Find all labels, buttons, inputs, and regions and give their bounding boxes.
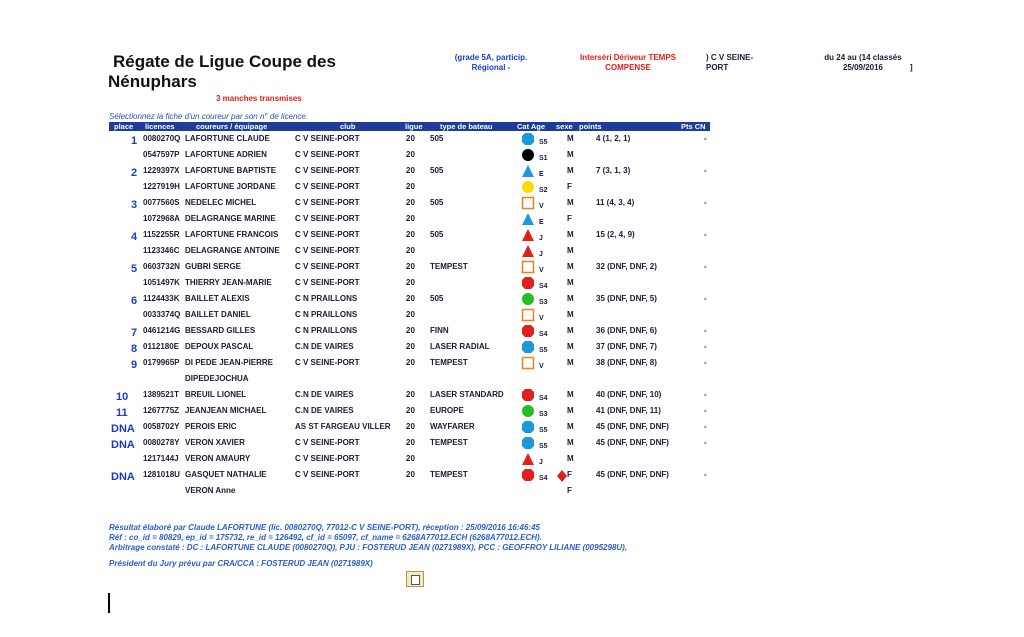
category-circle-icon xyxy=(521,292,535,306)
place-cell: 8 xyxy=(131,343,138,355)
boat-type-cell: 505 xyxy=(430,198,444,207)
ligue-cell: 20 xyxy=(406,166,415,175)
table-row xyxy=(0,340,1024,356)
competitor-name: JEANJEAN MICHAEL xyxy=(185,406,267,415)
sex-cell: M xyxy=(567,134,574,143)
category-square-icon xyxy=(521,196,535,210)
col-pts-cn: Pts CN xyxy=(681,122,706,131)
points-cell: 37 (DNF, DNF, 7) xyxy=(596,342,657,351)
points-cell: 45 (DNF, DNF, DNF) xyxy=(596,422,669,431)
competitor-name: BREUIL LIONEL xyxy=(185,390,247,399)
boat-type-cell: LASER STANDARD xyxy=(430,390,504,399)
licence-link[interactable]: 1051497K xyxy=(143,278,180,287)
table-row xyxy=(0,436,1024,452)
sex-cell: M xyxy=(567,438,574,447)
boat-type-cell: 505 xyxy=(430,294,444,303)
category-circle-icon xyxy=(521,148,535,162)
points-cell: 4 (1, 2, 1) xyxy=(596,134,631,143)
competitor-name: LAFORTUNE FRANCOIS xyxy=(185,230,279,239)
category-hex-icon xyxy=(521,388,535,402)
place-cell: 7 xyxy=(131,327,138,339)
col-ligue: ligue xyxy=(405,122,423,131)
boat-type-cell: TEMPEST xyxy=(430,470,468,479)
category-circle-icon xyxy=(521,180,535,194)
place-cell: DNA xyxy=(111,423,135,435)
club-cell: C N PRAILLONS xyxy=(295,294,358,303)
category-hex-icon xyxy=(521,324,535,338)
licence-link[interactable]: 0058702Y xyxy=(143,422,180,431)
competitor-name: GUBRI SERGE xyxy=(185,262,242,271)
category-label: S5 xyxy=(539,139,548,146)
ligue-cell: 20 xyxy=(406,342,415,351)
category-label: S3 xyxy=(539,411,548,418)
table-row xyxy=(0,324,1024,340)
sex-cell: M xyxy=(567,422,574,431)
col-sexe: sexe xyxy=(556,122,573,131)
sex-cell: M xyxy=(567,150,574,159)
ligue-cell: 20 xyxy=(406,406,415,415)
pts-cn-cell: - xyxy=(704,294,707,303)
category-label: V xyxy=(539,267,544,274)
competitor-name: DELAGRANGE MARINE xyxy=(185,214,276,223)
licence-link[interactable]: 0080278Y xyxy=(143,438,180,447)
sex-cell: M xyxy=(567,278,574,287)
category-label: S3 xyxy=(539,299,548,306)
ligue-cell: 20 xyxy=(406,278,415,287)
pts-cn-cell: - xyxy=(704,422,707,431)
licence-link[interactable]: 1267775Z xyxy=(143,406,180,415)
points-cell: 35 (DNF, DNF, 5) xyxy=(596,294,657,303)
place-cell: 9 xyxy=(131,359,138,371)
licence-link[interactable]: 0080270Q xyxy=(143,134,181,143)
pts-cn-cell: - xyxy=(704,262,707,271)
red-diamond-icon xyxy=(557,470,567,482)
club-cell: C.N DE VAIRES xyxy=(295,406,354,415)
club-cell: C V SEINE-PORT xyxy=(295,470,360,479)
sex-cell: M xyxy=(567,262,574,271)
boat-type-cell: 505 xyxy=(430,134,444,143)
place-cell: 5 xyxy=(131,263,138,275)
ligue-cell: 20 xyxy=(406,182,415,191)
competitor-name: DI PEDE JEAN-PIERRE xyxy=(185,358,274,367)
col-type-bateau: type de bateau xyxy=(440,122,493,131)
points-cell: 41 (DNF, DNF, 11) xyxy=(596,406,661,415)
category-label: J xyxy=(539,251,543,258)
licence-link[interactable]: 0179965P xyxy=(143,358,180,367)
licence-link[interactable]: 0461214G xyxy=(143,326,181,335)
category-label: V xyxy=(539,203,544,210)
pts-cn-cell: - xyxy=(704,166,707,175)
ligue-cell: 20 xyxy=(406,422,415,431)
club-cell: C V SEINE-PORT xyxy=(295,198,360,207)
table-row xyxy=(0,356,1024,372)
type-text: Interséri Dériveur TEMPS COMPENSE xyxy=(579,53,677,72)
footer-line2: Réf : co_id = 80829, ep_id = 175732, re_id = 126492, cf_id = 65097, cf_name = 6268A77012.ECH (6268A77012.ECH). xyxy=(109,533,542,542)
text-cursor xyxy=(108,593,110,613)
club-cell: C V SEINE-PORT xyxy=(295,358,360,367)
points-cell: 36 (DNF, DNF, 6) xyxy=(596,326,657,335)
pts-cn-cell: - xyxy=(704,230,707,239)
licence-link[interactable]: 1229397X xyxy=(143,166,180,175)
category-label: J xyxy=(539,459,543,466)
place-cell: DNA xyxy=(111,471,135,483)
licence-link[interactable]: 1281018U xyxy=(143,470,180,479)
category-circle-icon xyxy=(521,404,535,418)
competitor-name: THIERRY JEAN-MARIE xyxy=(185,278,272,287)
category-hex-icon xyxy=(521,340,535,354)
col-cat-age: Cat Age xyxy=(517,122,546,131)
category-triangle-icon xyxy=(521,212,535,226)
table-row xyxy=(0,388,1024,404)
competitor-name: LAFORTUNE ADRIEN xyxy=(185,150,267,159)
category-label: S2 xyxy=(539,187,548,194)
ligue-cell: 20 xyxy=(406,230,415,239)
category-label: S5 xyxy=(539,443,548,450)
category-triangle-icon xyxy=(521,452,535,466)
sex-cell: F xyxy=(567,182,572,191)
category-square-icon xyxy=(521,308,535,322)
licence-link[interactable]: 0547597P xyxy=(143,150,180,159)
points-cell: 7 (3, 1, 3) xyxy=(596,166,631,175)
category-label: S4 xyxy=(539,331,548,338)
sex-cell: M xyxy=(567,390,574,399)
ligue-cell: 20 xyxy=(406,150,415,159)
club-cell: C N PRAILLONS xyxy=(295,310,358,319)
category-label: J xyxy=(539,235,543,242)
category-label: V xyxy=(539,363,544,370)
pts-cn-cell: - xyxy=(704,198,707,207)
boat-type-cell: TEMPEST xyxy=(430,358,468,367)
ligue-cell: 20 xyxy=(406,134,415,143)
footer-line1: Résultat élaboré par Claude LAFORTUNE (lic. 0080270Q, 77012-C V SEINE-PORT), réception : 25/09/2016 16:46:45 xyxy=(109,523,540,532)
competitor-name: VERON XAVIER xyxy=(185,438,245,447)
selection-hint: Sélectionnez la fiche d'un coureur par son n° de licence. xyxy=(109,112,309,121)
pts-cn-cell: - xyxy=(704,342,707,351)
category-label: S4 xyxy=(539,395,548,402)
club-cell: C V SEINE-PORT xyxy=(295,166,360,175)
col-club: club xyxy=(340,122,356,131)
club-cell: C V SEINE-PORT xyxy=(295,278,360,287)
licence-link[interactable]: 1124433K xyxy=(143,294,180,303)
ligue-cell: 20 xyxy=(406,470,415,479)
category-label: S4 xyxy=(539,283,548,290)
club-cell: C V SEINE-PORT xyxy=(295,214,360,223)
competitor-name: BESSARD GILLES xyxy=(185,326,256,335)
col-place: place xyxy=(114,122,134,131)
ligue-cell: 20 xyxy=(406,326,415,335)
licence-link[interactable]: 0033374Q xyxy=(143,310,181,319)
points-cell: 15 (2, 4, 9) xyxy=(596,230,635,239)
competitor-name: DEPOUX PASCAL xyxy=(185,342,254,351)
category-label: E xyxy=(539,219,544,226)
category-hex-icon xyxy=(521,276,535,290)
place-cell: DNA xyxy=(111,439,135,451)
col-points: points xyxy=(579,122,602,131)
table-row xyxy=(0,148,1024,164)
club-cell: AS ST FARGEAU VILLER xyxy=(295,422,391,431)
place-cell: 10 xyxy=(116,391,129,403)
club-cell: C.N DE VAIRES xyxy=(295,390,354,399)
ligue-cell: 20 xyxy=(406,214,415,223)
competitor-name: DIPEDEJOCHUA xyxy=(185,374,249,383)
ligue-cell: 20 xyxy=(406,198,415,207)
competitor-name: VERON AMAURY xyxy=(185,454,251,463)
category-square-icon xyxy=(521,260,535,274)
club-cell: C V SEINE-PORT xyxy=(295,454,360,463)
category-label: V xyxy=(539,315,544,322)
table-row xyxy=(0,228,1024,244)
points-cell: 40 (DNF, DNF, 10) xyxy=(596,390,662,399)
boat-type-cell: TEMPEST xyxy=(430,262,468,271)
club-cell: C V SEINE-PORT xyxy=(295,182,360,191)
pts-cn-cell: - xyxy=(704,406,707,415)
table-row xyxy=(0,244,1024,260)
sex-cell: F xyxy=(567,470,572,479)
competitor-name: LAFORTUNE BAPTISTE xyxy=(185,166,277,175)
points-cell: 38 (DNF, DNF, 8) xyxy=(596,358,657,367)
club-text: ) C V SEINE-PORT xyxy=(706,53,754,72)
results-header xyxy=(109,122,710,131)
licence-link[interactable]: 0112180E xyxy=(143,342,180,351)
category-triangle-icon xyxy=(521,228,535,242)
boat-type-cell: 505 xyxy=(430,230,444,239)
club-cell: C V SEINE-PORT xyxy=(295,150,360,159)
pts-cn-cell: - xyxy=(704,358,707,367)
licence-link[interactable]: 1217144J xyxy=(143,454,179,463)
place-cell: 1 xyxy=(131,135,138,147)
place-cell: 3 xyxy=(131,199,138,211)
ligue-cell: 20 xyxy=(406,246,415,255)
category-label: S4 xyxy=(539,475,548,482)
boat-type-cell: FINN xyxy=(430,326,449,335)
boat-type-cell: 505 xyxy=(430,166,444,175)
sex-cell: M xyxy=(567,310,574,319)
competitor-name: BAILLET ALEXIS xyxy=(185,294,250,303)
club-cell: C V SEINE-PORT xyxy=(295,438,360,447)
table-row xyxy=(0,164,1024,180)
ligue-cell: 20 xyxy=(406,438,415,447)
boat-type-cell: EUROPE xyxy=(430,406,464,415)
footer-line3: Arbitrage constaté : DC : LAFORTUNE CLAUDE (0080270Q), PJU : FOSTERUD JEAN (0271989X), PCC : GEOFFROY LILIANE (0095298U), xyxy=(109,543,628,552)
clipboard-icon[interactable] xyxy=(406,571,424,587)
competitor-name: BAILLET DANIEL xyxy=(185,310,251,319)
category-hex-icon xyxy=(521,132,535,146)
page-title: Régate de Ligue Coupe des xyxy=(113,52,336,71)
points-cell: 32 (DNF, DNF, 2) xyxy=(596,262,657,271)
ligue-cell: 20 xyxy=(406,454,415,463)
footer-line4: Président du Jury prévu par CRA/CCA : FOSTERUD JEAN (0271989X) xyxy=(109,559,373,568)
competitor-name: PEROIS ERIC xyxy=(185,422,237,431)
ligue-cell: 20 xyxy=(406,310,415,319)
boat-type-cell: WAYFARER xyxy=(430,422,475,431)
sex-cell: M xyxy=(567,326,574,335)
table-row xyxy=(0,308,1024,324)
table-row xyxy=(0,260,1024,276)
category-label: E xyxy=(539,171,544,178)
licence-link[interactable]: 0077560S xyxy=(143,198,180,207)
points-cell: 45 (DNF, DNF, DNF) xyxy=(596,470,669,479)
licence-link[interactable]: 1227919H xyxy=(143,182,180,191)
table-row xyxy=(0,212,1024,228)
competitor-name: DELAGRANGE ANTOINE xyxy=(185,246,280,255)
boat-type-cell: LASER RADIAL xyxy=(430,342,490,351)
table-row xyxy=(0,372,1024,388)
competitor-name: GASQUET NATHALIE xyxy=(185,470,267,479)
club-cell: C V SEINE-PORT xyxy=(295,134,360,143)
pts-cn-cell: - xyxy=(704,438,707,447)
sex-cell: M xyxy=(567,246,574,255)
competitor-name: LAFORTUNE JORDANE xyxy=(185,182,276,191)
table-row xyxy=(0,292,1024,308)
sex-cell: M xyxy=(567,198,574,207)
table-row xyxy=(0,452,1024,468)
licence-link[interactable]: 1389521T xyxy=(143,390,180,399)
points-cell: 45 (DNF, DNF, DNF) xyxy=(596,438,669,447)
pts-cn-cell: - xyxy=(704,326,707,335)
ligue-cell: 20 xyxy=(406,262,415,271)
category-label: S5 xyxy=(539,347,548,354)
table-row xyxy=(0,468,1024,484)
place-cell: 11 xyxy=(116,407,128,419)
category-label: S5 xyxy=(539,427,548,434)
col-coureurs: coureurs / équipage xyxy=(196,122,268,131)
table-row xyxy=(0,132,1024,148)
licence-link[interactable]: 0603732N xyxy=(143,262,180,271)
category-hex-icon xyxy=(521,436,535,450)
page-title-line2: Nénuphars xyxy=(108,72,197,91)
pts-cn-cell: - xyxy=(704,470,707,479)
competitor-name: VERON Anne xyxy=(185,486,236,495)
sex-cell: M xyxy=(567,358,574,367)
pts-cn-cell: - xyxy=(704,134,707,143)
competitor-name: NEDELEC MICHEL xyxy=(185,198,257,207)
col-licences: licences xyxy=(145,122,175,131)
category-hex-icon xyxy=(521,468,535,482)
grade-text: (grade 5A, particip. Régional - xyxy=(454,53,528,72)
points-cell: 11 (4, 3, 4) xyxy=(596,198,635,207)
club-cell: C V SEINE-PORT xyxy=(295,262,360,271)
competitor-name: LAFORTUNE CLAUDE xyxy=(185,134,270,143)
sex-cell: M xyxy=(567,166,574,175)
licence-link[interactable]: 1072968A xyxy=(143,214,180,223)
table-row xyxy=(0,404,1024,420)
sex-cell: M xyxy=(567,454,574,463)
ligue-cell: 20 xyxy=(406,358,415,367)
sex-cell: F xyxy=(567,214,572,223)
sex-cell: M xyxy=(567,406,574,415)
table-row xyxy=(0,196,1024,212)
place-cell: 2 xyxy=(131,167,138,179)
category-triangle-icon xyxy=(521,244,535,258)
sex-cell: M xyxy=(567,230,574,239)
ligue-cell: 20 xyxy=(406,294,415,303)
club-cell: C V SEINE-PORT xyxy=(295,230,360,239)
sex-cell: M xyxy=(567,294,574,303)
licence-link[interactable]: 1152255R xyxy=(143,230,180,239)
table-row xyxy=(0,180,1024,196)
pts-cn-cell: - xyxy=(704,390,707,399)
ligue-cell: 20 xyxy=(406,390,415,399)
category-hex-icon xyxy=(521,420,535,434)
bracket-text: ] xyxy=(910,63,913,72)
table-row xyxy=(0,484,1024,500)
place-cell: 6 xyxy=(131,295,138,307)
manches-text: 3 manches transmises xyxy=(216,94,302,103)
dates-text: du 24 au (14 classés 25/09/2016 xyxy=(824,53,902,72)
table-row xyxy=(0,420,1024,436)
licence-link[interactable]: 1123346C xyxy=(143,246,180,255)
category-square-icon xyxy=(521,356,535,370)
sex-cell: M xyxy=(567,342,574,351)
club-cell: C V SEINE-PORT xyxy=(295,246,360,255)
category-triangle-icon xyxy=(521,164,535,178)
sex-cell: F xyxy=(567,486,572,495)
category-label: S1 xyxy=(539,155,548,162)
club-cell: C.N DE VAIRES xyxy=(295,342,354,351)
boat-type-cell: TEMPEST xyxy=(430,438,468,447)
table-row xyxy=(0,276,1024,292)
place-cell: 4 xyxy=(131,231,138,243)
club-cell: C N PRAILLONS xyxy=(295,326,358,335)
